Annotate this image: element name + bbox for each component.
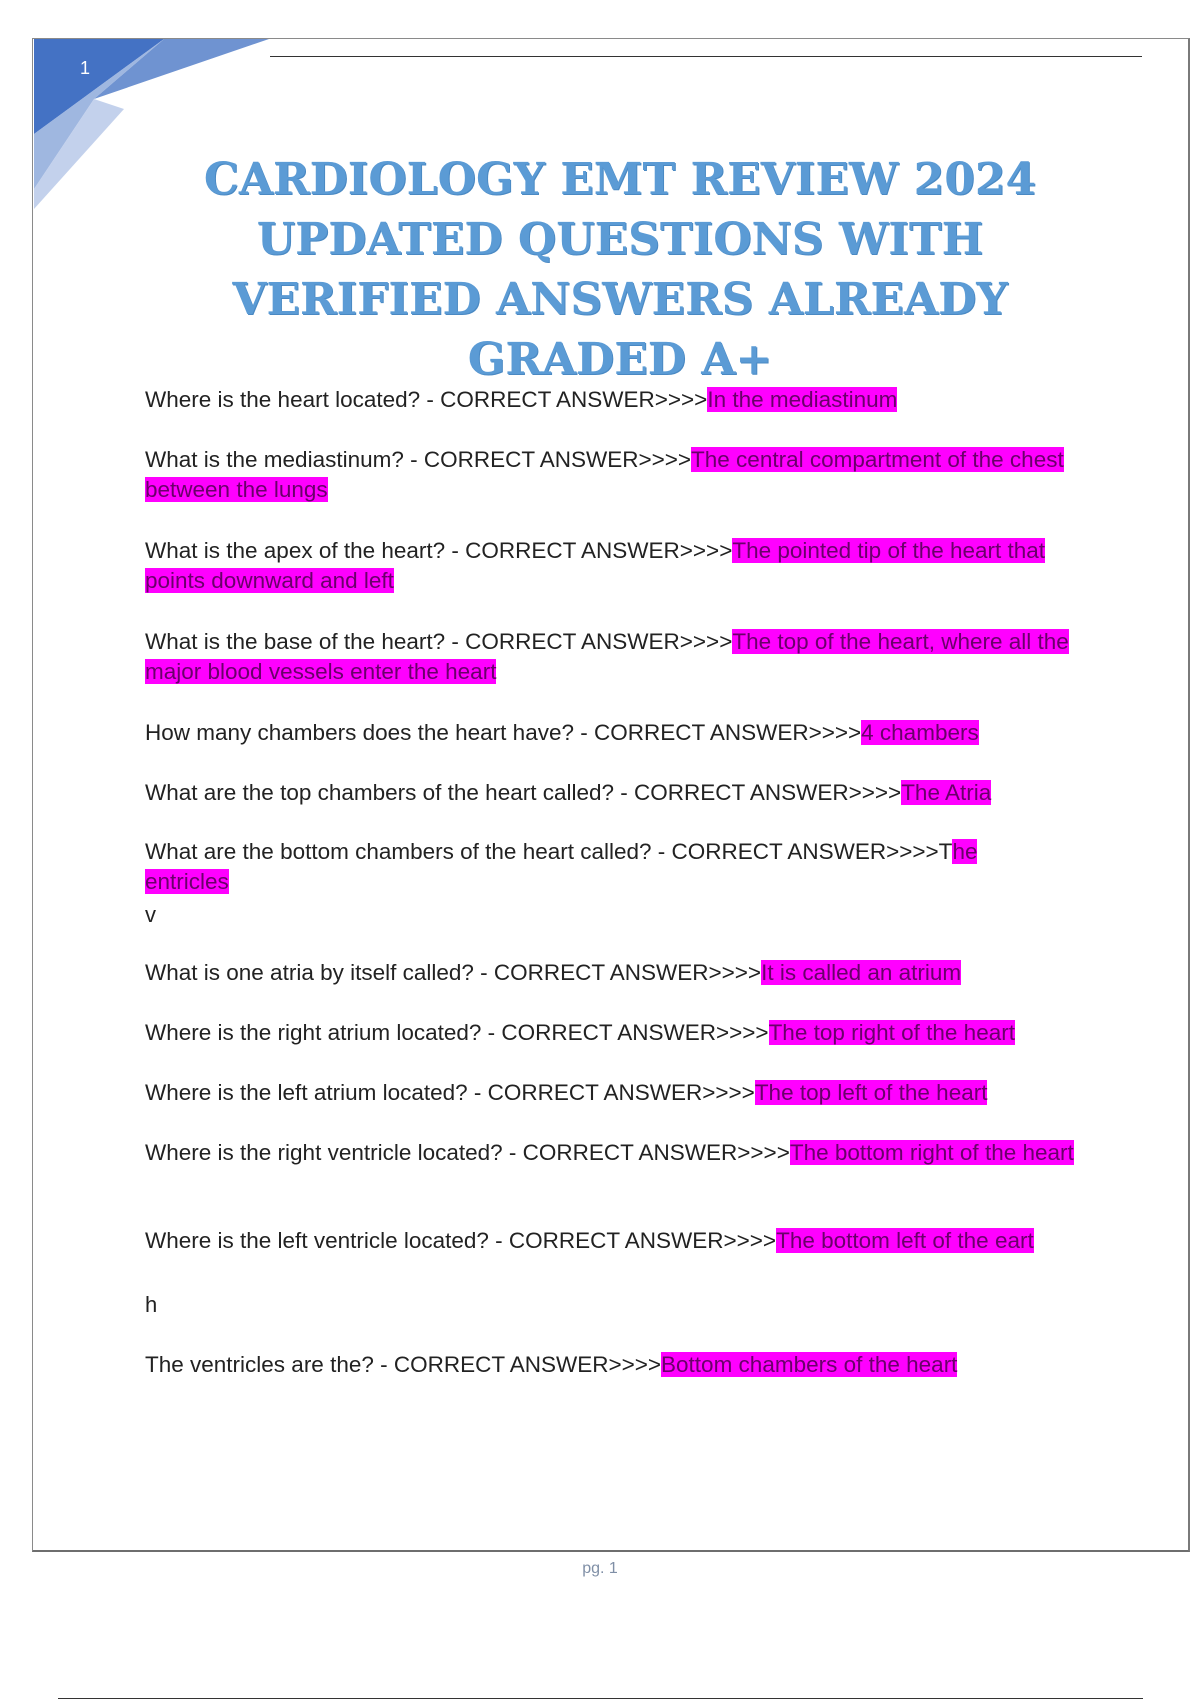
corner-page-number: 1 [80, 58, 91, 78]
question-text: What is the base of the heart? - CORRECT ANSWER>>>> [145, 629, 733, 654]
title-line: VERIFIED ANSWERS ALREADY [232, 274, 1008, 325]
top-rule [270, 56, 1142, 57]
stray-character: v [145, 902, 156, 927]
answer-highlight: In the mediastinum [707, 387, 898, 412]
answer-highlight: It is called an atrium [761, 960, 962, 985]
title-line: UPDATED QUESTIONS WITH [256, 214, 984, 265]
answer-highlight: The top of the heart, where all the major blood vessels enter the heart [145, 629, 1069, 684]
question-text: The ventricles are the? - CORRECT ANSWER>>>> [145, 1352, 662, 1377]
answer-highlight: The bottom left of the eart [776, 1228, 1034, 1253]
qa-item [145, 837, 1065, 897]
answer-highlight: he entricles [145, 839, 978, 894]
answer-highlight: The Atria [901, 780, 992, 805]
question-text: Where is the right ventricle located? - CORRECT ANSWER>>>> [145, 1140, 790, 1165]
qa-item [145, 1226, 1075, 1256]
qa-item [145, 718, 1105, 748]
page-footer: pg. 1 [582, 1560, 618, 1577]
title-line: GRADED A+ [467, 334, 773, 385]
answer-highlight: The top left of the heart [754, 1080, 988, 1105]
title-line: CARDIOLOGY EMT REVIEW 2024 [203, 154, 1037, 205]
question-text: What is the apex of the heart? - CORRECT ANSWER>>>> [145, 538, 733, 563]
question-text: What are the bottom chambers of the heart called? - CORRECT ANSWER>>>>T [145, 839, 953, 864]
qa-item [145, 536, 1070, 596]
question-text: What is one atria by itself called? - CORRECT ANSWER>>>> [145, 960, 762, 985]
question-text: How many chambers does the heart have? - CORRECT ANSWER>>>> [145, 720, 862, 745]
answer-highlight: 4 chambers [861, 720, 979, 745]
question-text: What is the mediastinum? - CORRECT ANSWER>>>> [145, 447, 692, 472]
answer-highlight: The bottom right of the heart [789, 1140, 1074, 1165]
qa-item [145, 1350, 1105, 1380]
document-title [150, 150, 1090, 390]
qa-item [145, 445, 1075, 505]
answer-highlight: Bottom chambers of the heart [661, 1352, 958, 1377]
qa-item [145, 1018, 1105, 1048]
qa-item [145, 627, 1080, 687]
bottom-rule [58, 1698, 1143, 1699]
stray-character: h [145, 1292, 158, 1317]
question-text: Where is the left atrium located? - CORRECT ANSWER>>>> [145, 1080, 755, 1105]
qa-item [145, 778, 1105, 808]
question-text: Where is the left ventricle located? - CORRECT ANSWER>>>> [145, 1228, 777, 1253]
question-text: Where is the right atrium located? - CORRECT ANSWER>>>> [145, 1020, 769, 1045]
question-text: What are the top chambers of the heart called? - CORRECT ANSWER>>>> [145, 780, 902, 805]
answer-highlight: The central compartment of the chest between the lungs [145, 447, 1064, 502]
qa-item [145, 1078, 1105, 1108]
qa-item [145, 385, 1105, 415]
qa-item [145, 958, 1105, 988]
qa-item [145, 1138, 1095, 1168]
answer-highlight: The top right of the heart [768, 1020, 1015, 1045]
answer-highlight: The pointed tip of the heart that points downward and left [145, 538, 1046, 593]
question-text: Where is the heart located? - CORRECT ANSWER>>>> [145, 387, 708, 412]
